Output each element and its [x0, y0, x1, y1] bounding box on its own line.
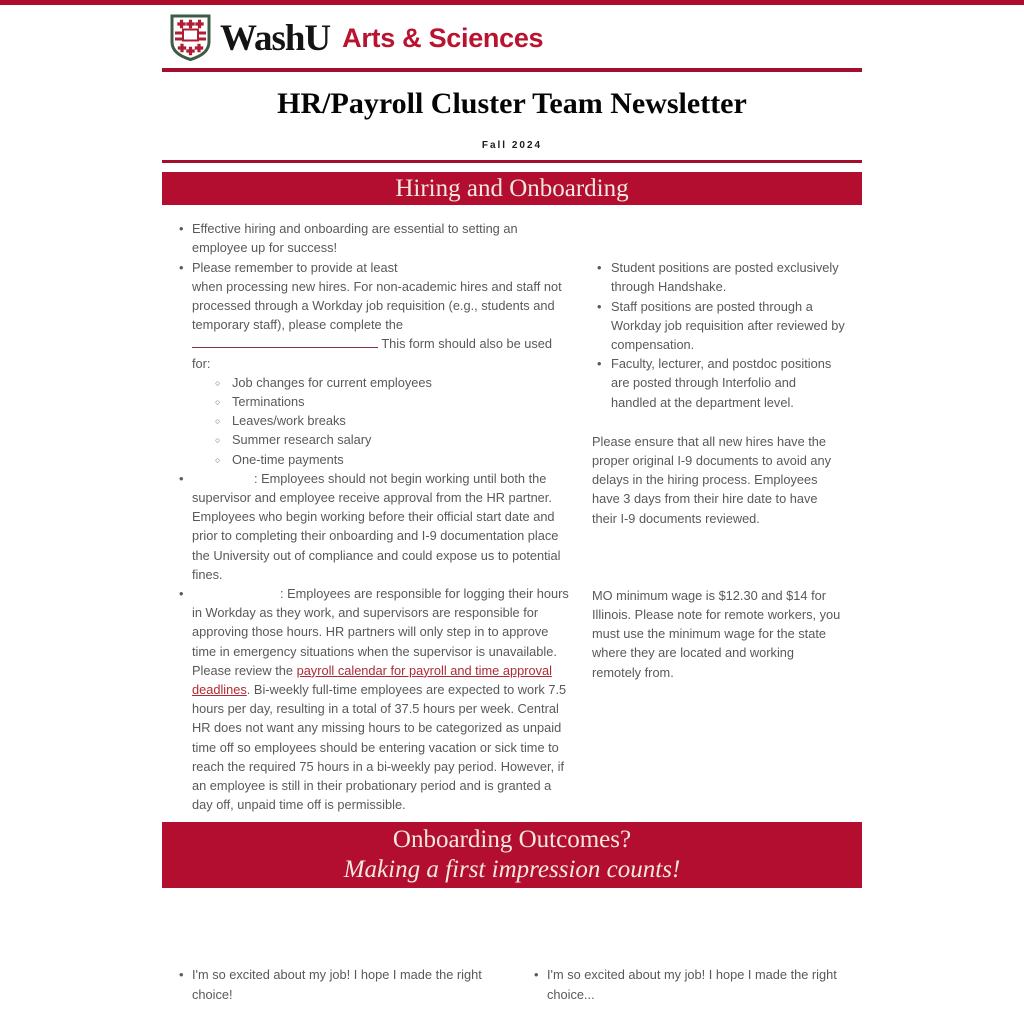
- redacted-label-gap: [192, 482, 254, 483]
- positions-list: [592, 258, 845, 412]
- list-item: [178, 219, 570, 257]
- issue-date: Fall 2024: [481, 140, 543, 152]
- list-item: ○ Summer research salary: [215, 430, 570, 449]
- outcomes-body: [162, 965, 862, 1003]
- horizontal-rule-top: [162, 68, 862, 72]
- i9-paragraph: Please ensure that all new hires have the proper original I-9 documents to avoid any delays in the hiring process. Employees have 3 days from their hire date to have their I-9 documents reviewed.: [592, 433, 832, 526]
- list-item: ○ Leaves/work breaks: [215, 411, 570, 430]
- list-item: ○ Terminations: [215, 392, 570, 411]
- list-item: • I'm so excited about my job! I hope I made the right choice!: [178, 965, 508, 1003]
- logo-division-name: Arts & Sciences: [342, 22, 544, 53]
- section-banner-outcomes: [162, 822, 862, 888]
- list-item: [178, 258, 570, 469]
- list-item: [178, 469, 570, 584]
- outcomes-left-column: [178, 965, 508, 1003]
- logo-wordmark: WashU: [220, 17, 331, 59]
- horizontal-rule-under-title: [162, 160, 862, 163]
- outcomes-right-list: [533, 965, 853, 1003]
- list-item-text: Please remember to provide at least: [192, 259, 398, 275]
- list-item: • Student positions are posted exclusively through Handshake.: [592, 258, 845, 296]
- washu-shield-icon: [170, 14, 211, 62]
- minimum-wage-paragraph: MO minimum wage is $12.30 and $14 for Illinois. Please note for remote workers, you must use the minimum wage for the state where they are located and working remotely from.: [592, 587, 841, 680]
- list-item: • Faculty, lecturer, and postdoc positions are posted through Interfolio and handled at the department level.: [592, 354, 845, 412]
- outcomes-right-column: [533, 965, 853, 1003]
- list-item-text: This form should also be used for:: [192, 336, 553, 371]
- outcomes-banner-line2: Making a first impression counts!: [343, 856, 681, 884]
- list-item: • I'm so excited about my job! I hope I made the right choice...: [533, 965, 853, 1003]
- outcomes-left-list: [178, 965, 508, 1003]
- redacted-label-gap: [192, 597, 280, 598]
- list-item-text: when processing new hires. For non-academic hires and staff not processed through a Workday job requisition (e.g., students and temporary staff), please complete the: [192, 278, 562, 333]
- page-title: HR/Payroll Cluster Team Newsletter: [277, 87, 747, 120]
- outcomes-banner-line1: Onboarding Outcomes?: [392, 826, 632, 854]
- newsletter-page: [162, 5, 862, 1004]
- list-item: ○ Job changes for current employees: [215, 373, 570, 392]
- list-item-text: : Employees are responsible for logging their hours in Workday as they work, and supervisors are responsible for approving those hours. HR partners will only step in to approve time in emergency situations when the supervisor is unavailable. Please review the: [192, 585, 569, 678]
- list-item-text: : Employees should not begin working until both the supervisor and employee receive approval from the HR partner. Employees who begin working before their official start date and prior to completing their onboarding and I-9 documentation place the University out of compliance and could expose us to potential fines.: [192, 470, 561, 582]
- list-item-text: Effective hiring and onboarding are essential to setting an employee up for success!: [192, 221, 518, 256]
- list-item: [178, 584, 570, 814]
- form-uses-sublist: [215, 373, 570, 469]
- section-banner-hiring: Hiring and Onboarding: [162, 172, 862, 205]
- form-link-blank[interactable]: [192, 334, 378, 348]
- hiring-left-column: [178, 219, 570, 814]
- hiring-right-column: [592, 258, 845, 814]
- payroll-calendar-link[interactable]: payroll calendar for payroll and time approval deadlines: [192, 662, 552, 697]
- hiring-left-list: [178, 219, 570, 814]
- hiring-body: [162, 219, 862, 814]
- list-item-text: . Bi-weekly full-time employees are expected to work 7.5 hours per day, resulting in a total of 37.5 hours per week. Central HR does not want any missing hours to be categorized as unpaid time off so employees should be entering vacation or sick time to reach the required 75 hours in a bi-weekly pay period. However, if an employee is still in their probationary period and is granted a day off, unpaid time off is permissible.: [192, 681, 567, 813]
- list-item: • Staff positions are posted through a Workday job requisition after reviewed by compensation.: [592, 297, 845, 355]
- masthead: [162, 5, 862, 63]
- list-item: ○ One-time payments: [215, 450, 570, 469]
